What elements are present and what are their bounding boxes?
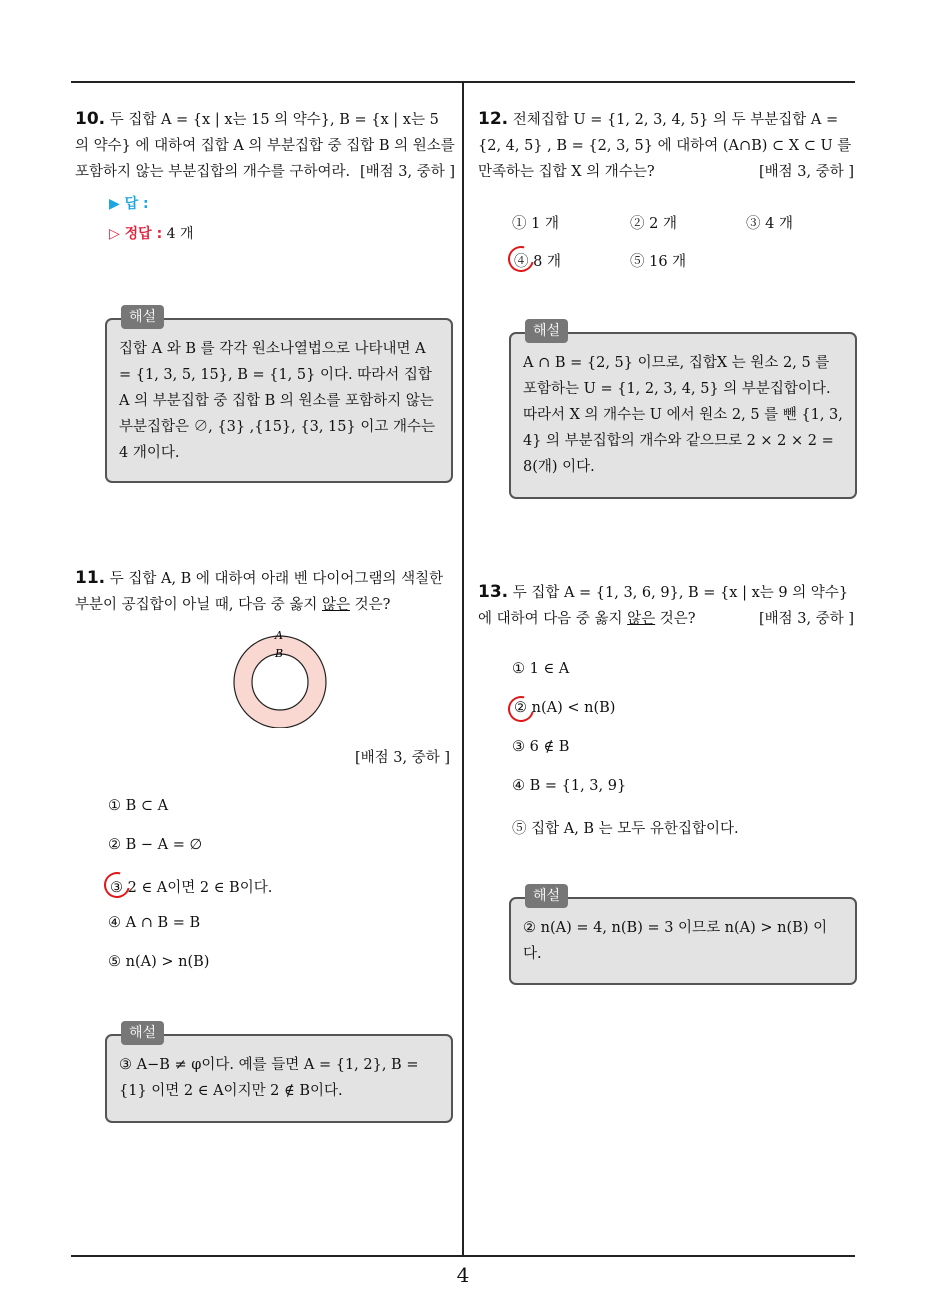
correct-answer-value: 4 개 bbox=[166, 226, 194, 242]
question-body: 전체집합 U = {1, 2, 3, 4, 5} 의 두 부분집합 A = {2, 4, 5} , B = {2, 3, 5} 에 대하여 (A∩B) ⊂ X ⊂ U 를 만족하는 집합 X 의 개수는? bbox=[478, 112, 852, 180]
choice-1[interactable]: ① B ⊂ A bbox=[108, 798, 169, 814]
choice-4[interactable]: ④ A ∩ B = B bbox=[108, 915, 201, 931]
solution-tag: 해설 bbox=[121, 1021, 164, 1045]
underlined-word: 않은 bbox=[627, 611, 656, 627]
page-number: 4 bbox=[456, 1263, 470, 1287]
solution-text: A ∩ B = {2, 5} 이므로, 집합X 는 원소 2, 5 를 포함하는 U = {1, 2, 3, 4, 5} 의 부분집합이다. 따라서 X 의 개수는 U 에서 원소 2, 5 를 뺀 {1, 3, 4} 의 부분집합의 개수와 같으므로 2 × 2 × 2 = 8(개) 이다. bbox=[523, 355, 843, 475]
underlined-word: 않은 bbox=[321, 597, 350, 613]
question-number: 10. bbox=[75, 109, 106, 129]
solution-text: ② n(A) = 4, n(B) = 3 이므로 n(A) > n(B) 이다. bbox=[523, 920, 828, 962]
choice-1[interactable]: ① 1 개 bbox=[512, 216, 559, 232]
score-meta: [배점 3, 중하 ] bbox=[758, 164, 854, 180]
answer-line bbox=[75, 191, 455, 217]
solution-tag: 해설 bbox=[525, 884, 568, 908]
question-body-end: 것은? bbox=[350, 597, 391, 613]
question-body: 두 집합 A, B 에 대하여 아래 벤 다이어그램의 색칠한 부분이 공집합이 아닐 때, 다음 중 옳지 bbox=[75, 571, 444, 613]
question-number: 11. bbox=[75, 568, 106, 588]
question-11-text bbox=[75, 565, 455, 618]
column-divider bbox=[462, 82, 464, 1256]
choice-2[interactable]: ② B − A = ∅ bbox=[108, 837, 203, 853]
question-body: 두 집합 A = {1, 3, 6, 9}, B = {x | x는 9 의 약수} 에 대하여 다음 중 옳지 bbox=[478, 585, 849, 627]
solution-text: 집합 A 와 B 를 각각 원소나열법으로 나타내면 A = {1, 3, 5, 15}, B = {1, 5} 이다. 따라서 집합 A 의 부분집합 중 집합 B 의 원소를 포함하지 않는 부분집합은 ∅, {3} ,{15}, {3, 15} 이고 개수는 4 개이다. bbox=[119, 341, 435, 461]
set-b-circle bbox=[252, 654, 308, 710]
score-meta: [배점 3, 중하 ] bbox=[758, 611, 854, 627]
question-body: 두 집합 A = {x | x는 15 의 약수}, B = {x | x는 5 의 약수} 에 대하여 집합 A 의 부분집합 중 집합 B 의 원소를 포함하지 않는 부분집합의 개수를 구하여라. bbox=[75, 112, 455, 180]
question-number: 13. bbox=[478, 582, 509, 602]
score-meta-11: [배점 3, 중하 ] bbox=[354, 750, 450, 766]
choice-1[interactable]: ① 1 ∈ A bbox=[512, 661, 570, 677]
choice-5[interactable]: ⑤ n(A) > n(B) bbox=[108, 954, 210, 970]
question-13 bbox=[478, 579, 854, 632]
choice-3[interactable]: ③ 6 ∉ B bbox=[512, 739, 570, 755]
set-a-label: A bbox=[275, 629, 283, 642]
choice-2[interactable]: ② 2 개 bbox=[630, 216, 677, 232]
score-meta: [배점 3, 중하 ] bbox=[359, 164, 455, 180]
set-b-label: B bbox=[275, 647, 284, 660]
solution-box-11 bbox=[105, 1025, 453, 1123]
solution-tag: 해설 bbox=[121, 305, 164, 329]
choice-2[interactable]: ② n(A) < n(B) bbox=[514, 700, 616, 716]
choice-4[interactable]: ④ 8 개 bbox=[514, 254, 561, 270]
solution-box-10 bbox=[105, 309, 453, 483]
choice-5[interactable]: ⑤ 16 개 bbox=[630, 254, 687, 270]
question-12 bbox=[478, 106, 854, 185]
bottom-rule bbox=[71, 1255, 855, 1257]
correct-answer-label: ▷ 정답 : bbox=[109, 226, 163, 242]
venn-diagram bbox=[230, 628, 330, 728]
solution-text: ③ A−B ≠ φ이다. 예를 들면 A = {1, 2}, B = {1} 이면 2 ∈ A이지만 2 ∉ B이다. bbox=[119, 1057, 419, 1099]
choice-3[interactable]: ③ 4 개 bbox=[746, 216, 793, 232]
solution-box-13 bbox=[509, 888, 857, 985]
choice-5[interactable]: ⑤ 집합 A, B 는 모두 유한집합이다. bbox=[512, 821, 739, 837]
question-body-end: 것은? bbox=[655, 611, 696, 627]
question-number: 12. bbox=[478, 109, 509, 129]
choice-3[interactable]: ③ 2 ∈ A이면 2 ∈ B이다. bbox=[110, 880, 273, 896]
correct-answer-line bbox=[75, 221, 455, 247]
question-11 bbox=[75, 565, 455, 618]
choice-4[interactable]: ④ B = {1, 3, 9} bbox=[512, 778, 627, 794]
question-10 bbox=[75, 106, 455, 247]
solution-box-12 bbox=[509, 323, 857, 499]
answer-label: ▶ 답 : bbox=[109, 196, 149, 212]
solution-tag: 해설 bbox=[525, 319, 568, 343]
